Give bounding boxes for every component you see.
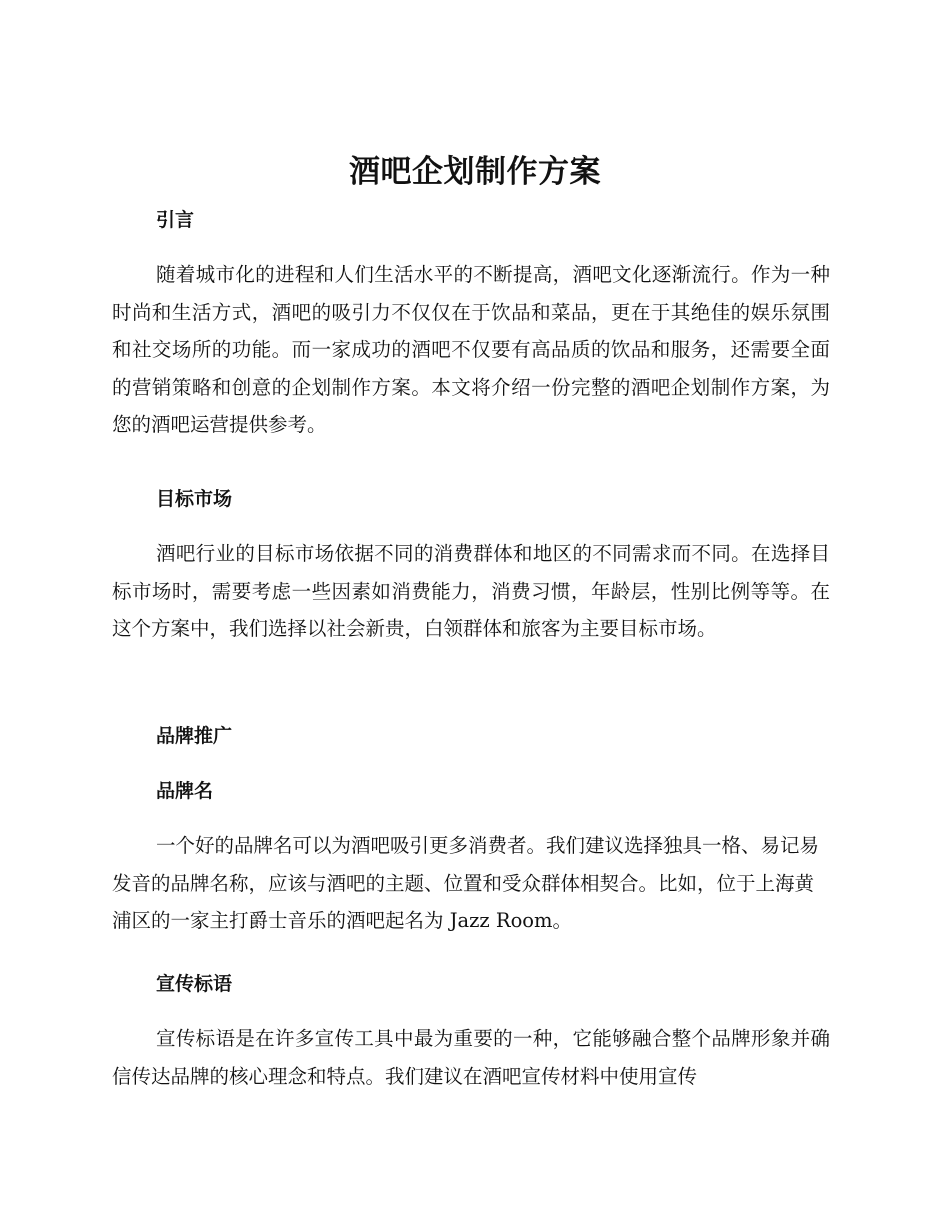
section-paragraph-target-market: 酒吧行业的目标市场依据不同的消费群体和地区的不同需求而不同。在选择目标市场时，需要考虑一些因素如消费能力，消费习惯，年龄层，性别比例等等。在这个方案中，我们选择以社会新贵，白领群体和旅客为主要目标市场。 (112, 542, 830, 641)
section-heading-target-market: 目标市场 (156, 488, 233, 510)
section-paragraph-slogan: 宣传标语是在许多宣传工具中最为重要的一种，它能够融合整个品牌形象并确信传达品牌的核心理念和特点。我们建议在酒吧宣传材料中使用宣传 (112, 1027, 830, 1088)
section-heading-brand-name: 品牌名 (156, 780, 214, 802)
section-paragraph-brand-name: 一个好的品牌名可以为酒吧吸引更多消费者。我们建议选择独具一格、易记易发音的品牌名称，应该与酒吧的主题、位置和受众群体相契合。比如，位于上海黄浦区的一家主打爵士音乐的酒吧起名为 Jazz Room。 (112, 834, 820, 933)
section-paragraph-intro: 随着城市化的进程和人们生活水平的不断提高，酒吧文化逐渐流行。作为一种时尚和生活方式，酒吧的吸引力不仅仅在于饮品和菜品，更在于其绝佳的娱乐氛围和社交场所的功能。而一家成功的酒吧不仅要有高品质的饮品和服务，还需要全面的营销策略和创意的企划制作方案。本文将介绍一份完整的酒吧企划制作方案，为您的酒吧运营提供参考。 (112, 263, 830, 437)
document-title: 酒吧企划制作方案 (349, 154, 601, 190)
section-heading-brand-promotion: 品牌推广 (156, 725, 233, 747)
section-heading-slogan: 宣传标语 (156, 973, 233, 995)
section-heading-intro: 引言 (156, 209, 195, 231)
